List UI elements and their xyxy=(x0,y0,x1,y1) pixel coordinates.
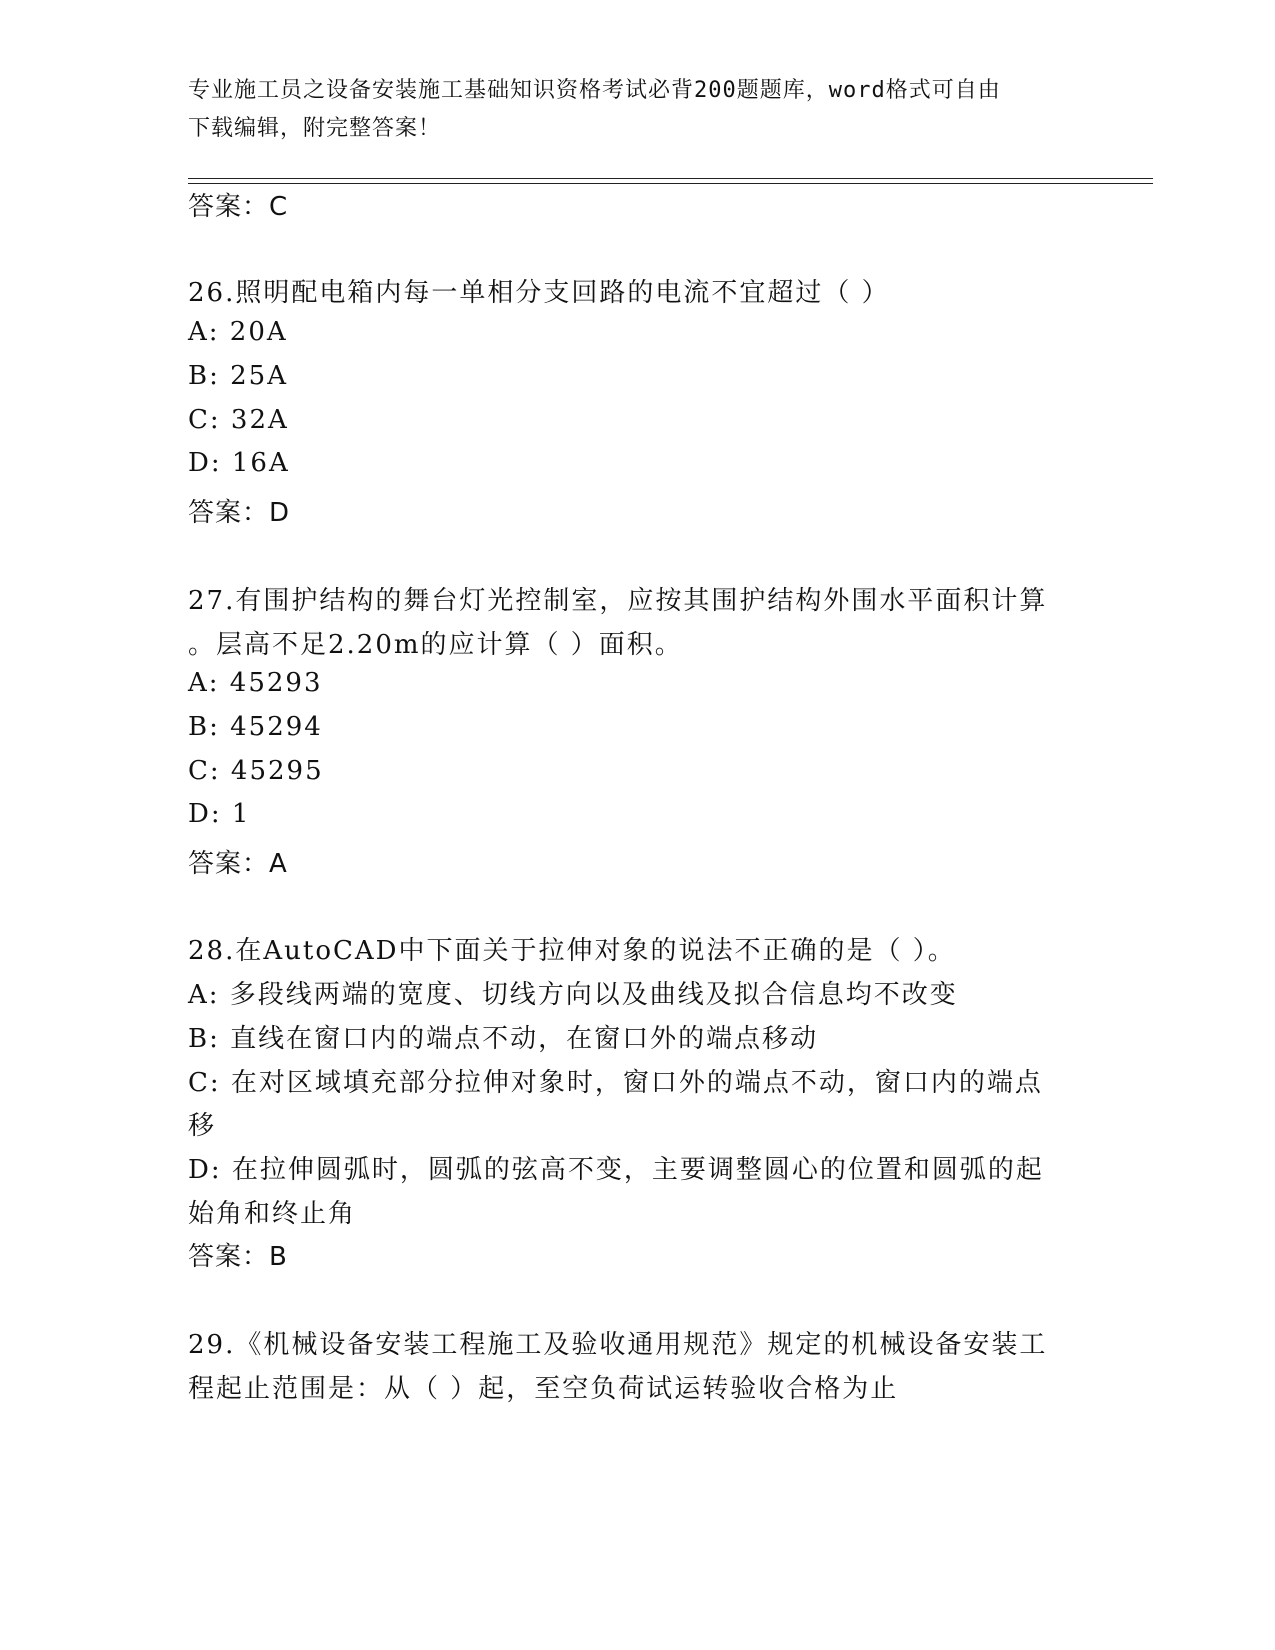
header-divider-top xyxy=(188,178,1153,179)
question-26-answer: 答案：D xyxy=(188,498,291,528)
question-28-option-b: B: 直线在窗口内的端点不动，在窗口外的端点移动 xyxy=(188,1024,819,1054)
question-28-option-a: A: 多段线两端的宽度、切线方向以及曲线及拟合信息均不改变 xyxy=(188,980,958,1010)
question-26-option-b: B: 25A xyxy=(188,361,288,391)
question-27-option-b: B: 45294 xyxy=(188,712,323,742)
question-27-option-a: A: 45293 xyxy=(188,668,323,698)
question-28-answer: 答案：B xyxy=(188,1242,288,1272)
question-28-option-d-line-2: 始角和终止角 xyxy=(188,1199,357,1229)
question-29-stem-line-2: 程起止范围是：从（ ）起，至空负荷试运转验收合格为止 xyxy=(188,1374,899,1404)
question-26-option-a: A: 20A xyxy=(188,317,288,347)
question-26-option-c: C: 32A xyxy=(188,405,289,435)
question-28-stem: 28.在AutoCAD中下面关于拉伸对象的说法不正确的是（ ）。 xyxy=(188,936,956,966)
question-28-option-c-line-2: 移 xyxy=(188,1111,217,1141)
header-line-2: 下载编辑，附完整答案！ xyxy=(188,116,442,141)
header-line-1: 专业施工员之设备安装施工基础知识资格考试必背200题题库，word格式可自由 xyxy=(188,78,1001,103)
question-28-option-c-line-1: C: 在对区域填充部分拉伸对象时，窗口外的端点不动，窗口内的端点 xyxy=(188,1068,1043,1098)
question-27-option-c: C: 45295 xyxy=(188,756,324,786)
question-27-stem-line-2: 。层高不足2.20m的应计算（ ）面积。 xyxy=(188,630,683,660)
question-27-answer: 答案：A xyxy=(188,849,288,879)
answer-25: 答案：C xyxy=(188,192,289,222)
question-29-stem-line-1: 29.《机械设备安装工程施工及验收通用规范》规定的机械设备安装工 xyxy=(188,1330,1048,1360)
question-26-option-d: D: 16A xyxy=(188,448,290,478)
question-28-option-d-line-1: D: 在拉伸圆弧时，圆弧的弦高不变，主要调整圆心的位置和圆弧的起 xyxy=(188,1155,1044,1185)
question-26-stem: 26.照明配电箱内每一单相分支回路的电流不宜超过（ ） xyxy=(188,278,890,308)
document-header xyxy=(188,72,1088,148)
header-divider-bottom xyxy=(188,183,1153,184)
question-27-option-d: D: 1 xyxy=(188,799,251,829)
question-27-stem-line-1: 27.有围护结构的舞台灯光控制室，应按其围护结构外围水平面积计算 xyxy=(188,586,1048,616)
